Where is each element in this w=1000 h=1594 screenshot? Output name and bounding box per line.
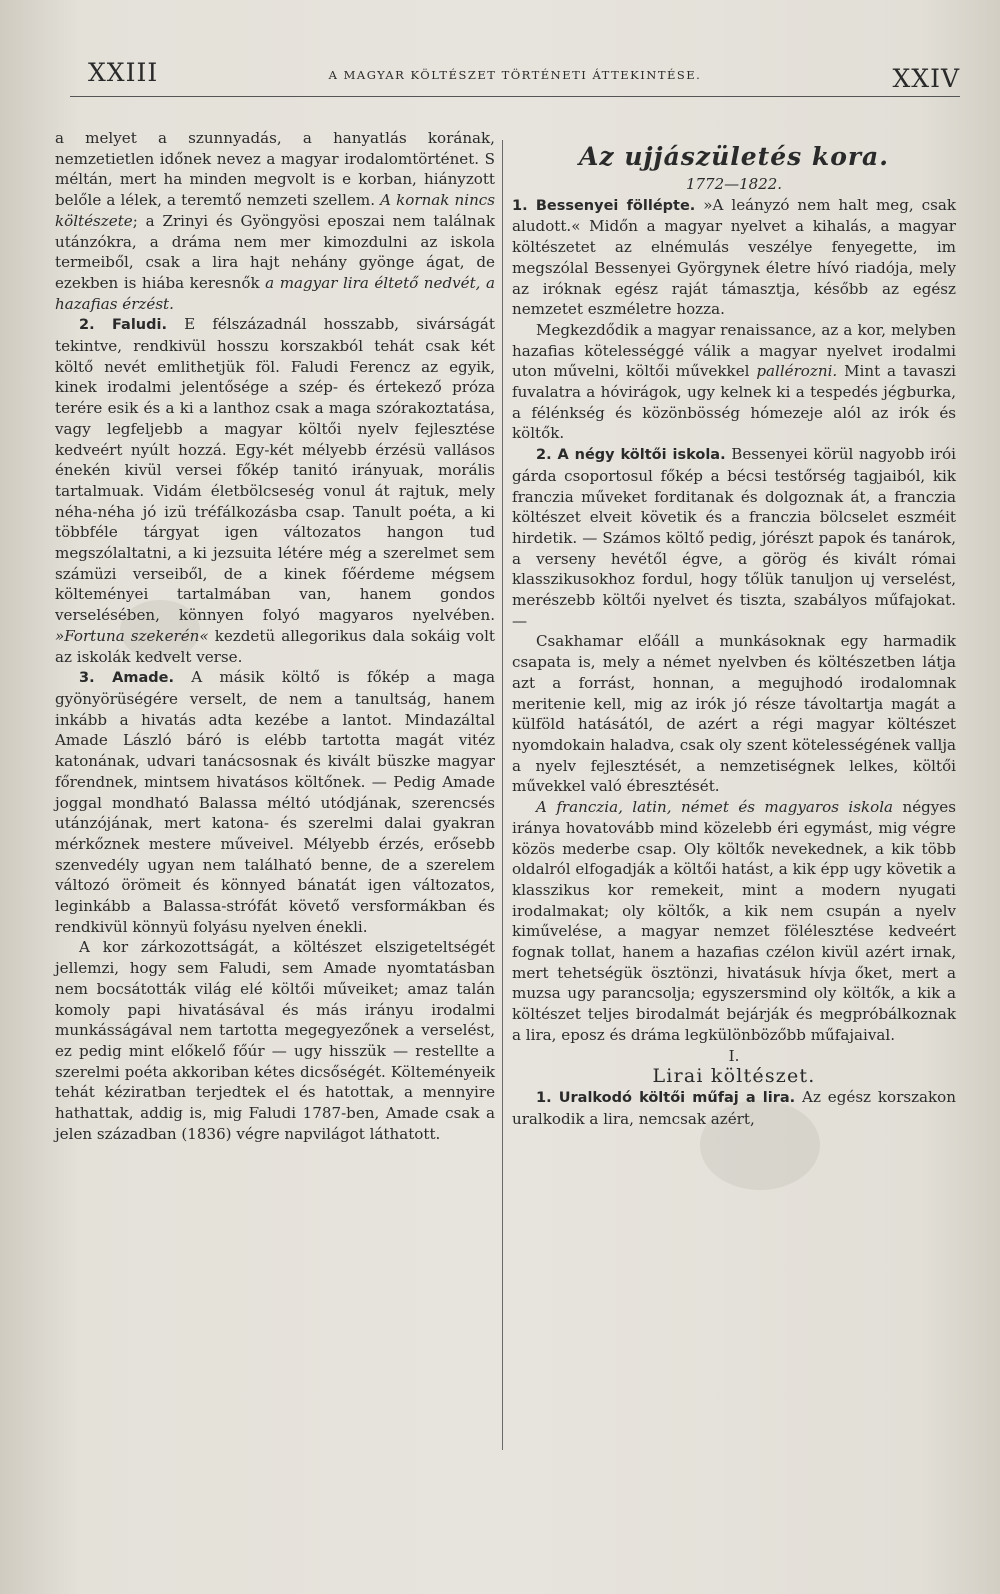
section-number: 2. bbox=[79, 317, 112, 334]
section-lira: 1. Uralkodó költői műfaj a lira. Az egész korszakon uralkodik a lira, nemcsak azért, bbox=[512, 1087, 956, 1128]
section-heading: Uralkodó költői műfaj a lira. bbox=[558, 1089, 796, 1106]
column-divider bbox=[502, 140, 503, 1450]
section-heading: Bessenyei föllépte. bbox=[535, 197, 696, 214]
chapter-title: Az ujjászületés kora. bbox=[579, 142, 889, 171]
section-number: 2. bbox=[536, 447, 558, 464]
section-heading: Faludi. bbox=[112, 317, 167, 334]
section-negy-iskola: 2. A négy költői iskola. Bessenyei körül nagyobb irói gárda csoportosul főkép a bécsi testőrség tagjaiból, kik franczia műveket forditanak és dolgoznak át, a franczia költészet elveit követik és a franczia bölcselet eszméit hirdetik. — Számos költő pedig, jórészt papok és tanárok, a verseny hevétől égve, a görög és kivált római klasszikusokhoz fordul, hogy tőlük tanuljon uj verselést, merészebb költői nyelvet és tiszta, szabályos műfajokat. — bbox=[512, 445, 956, 630]
right-column bbox=[512, 140, 956, 1129]
section-faludi: 2. Faludi. E félszázadnál hosszabb, sivárságát tekintve, rendkivül hosszu korszakból tehát csak két költő nevét emlithetjük föl. Faludi Ferencz az egyik, kinek irodalmi jelentősége a szép- és értekező próza terére esik és a ki a lanthoz csak a maga szórakoztatása, vagy legfeljebb a magyar költői nyelv fejlesztése kedveért nyúlt hozzá. Egy-két mélyebb érzésü vallásos énekén kivül versei főkép tanitó irányuak, morális tartalmuak. Vidám életbölcseség vonul át rajtuk, mely néha-néha jó izü tréfálkozásba csap. Tanult poéta, a ki többféle tárgyat igen változatos hangon tud megszólaltatni, a ki jezsuita létére még a szerelmet sem számüzi verseiből, de a kinek főérdeme mégsem költeményei tartalmában van, hanem gondos verselésében, könnyen folyó magyaros nyelvében. »Fortuna szekerén« kezdetü allegorikus dala sokáig volt az iskolák kedvelt verse. bbox=[55, 315, 495, 666]
section-heading: Amade. bbox=[112, 670, 174, 687]
section-bessenyei: 1. Bessenyei föllépte. »A leányzó nem halt meg, csak aludott.« Midőn a magyar nyelvet a kihalás, a magyar költészetet az elnémulás veszélye fenyegette, im megszólal Bessenyei Györgynek életre hívó riadója, mely az iróknak egész raját támasztja, később az egész nemzetet eszméletre hozza. bbox=[512, 195, 956, 319]
page-number-right: XXIV bbox=[892, 64, 960, 93]
paragraph: A kor zárkozottságát, a költészet elszigeteltségét jellemzi, hogy sem Faludi, sem Amade nyomtatásban nem bocsátották világ elé költői műveiket; amaz talán komoly papi hivatásával és más irányu irodalmi munkásságával nem tartotta megegyezőnek a verselést, ez pedig mint előkelő főúr — ugy hisszük — restellte a szerelmi poéta akkoriban kétes dicsőségét. Költeményeik tehát kéziratban terjedtek el és hatottak, a mennyire hathattak, addig is, mig Faludi 1787-ben, Amade csak a jelen században (1836) végre napvilágot láthatott. bbox=[55, 938, 495, 1143]
part-number: I. bbox=[728, 1046, 740, 1065]
section-heading: A négy költői iskola. bbox=[557, 447, 726, 464]
paper-stain bbox=[700, 1100, 820, 1190]
section-number: 1. bbox=[536, 1089, 559, 1106]
chapter-dates: 1772—1822. bbox=[685, 175, 783, 193]
paragraph: a melyet a szunnyadás, a hanyatlás korának, nemzetietlen időnek nevez a magyar irodalomtörténet. S méltán, mert ha minden megvolt is e korban, hiányzott belőle a lélek, a teremtő nemzeti szellem. A kornak nincs költészete; a Zrinyi és Gyöngyösi eposzai nem találnak utánzókra, a dráma nem mer kimozdulni az iskola termeiből, csak a lira hajt nehány gyönge ágat, de ezekben is hiába keresnők a magyar lira éltető nedvét, a hazafias érzést. bbox=[55, 129, 496, 313]
section-amade: 3. Amade. A másik költő is főkép a maga gyönyörüségére verselt, de nem a tanultság, hanem inkább a hivatás adta kezébe a lantot. Mindazáltal Amade László báró is elébb tartotta magát vitéz katonának, udvari tanácsosnak és kivált büszke magyar főrendnek, mintsem hivatásos költőnek. — Pedig Amade joggal mondható Balassa méltó utódjának, szerencsés utánzójának, mert katona- és szerelmi dalai gyakran mérkőznek mestere műveivel. Mélyebb érzés, erősebb szenvedély ugyan nem található benne, de a szerelem változó örömeit és könnyed bánatát igen változatos, leginkább a Balassa-strófát követő versformákban és rendkivül könnyü folyásu nyelven énekli. bbox=[55, 668, 495, 936]
part-title: Lirai költészet. bbox=[652, 1065, 816, 1088]
page-number-left: XXIII bbox=[88, 58, 159, 87]
paragraph: Csakhamar előáll a munkásoknak egy harmadik csapata is, mely a német nyelvben és költészetben látja azt a forrást, honnan, a megujhodó irodalomnak meritenie kell, mig az irók jó része távoltartja magát a külföld hatásától, de azért a régi magyar költészet nyomdokain haladva, csak oly szent kötelességének vallja a nyelv fejlesztését, a nemzetiségnek lelkes, költői művekkel való ébresztését. bbox=[512, 632, 956, 796]
section-number: 3. bbox=[79, 670, 113, 687]
paragraph: A franczia, latin, német és magyaros iskola négyes iránya hovatovább mind közelebb éri egymást, mig végre közös mederbe csap. Oly költők nevekednek, a kik több oldalról elfogadják a költői hatást, a kik épp ugy követik a klasszikus kor remekeit, mint a modern nyugati irodalmakat; oly költők, a kik nem csupán a nyelv kiművelése, a magyar nemzet fölélesztése kedveért fognak tollat, hanem a hazafias czélon kivül azért irnak, mert tehetségük ösztönzi, hivatásuk hívja őket, mert a muzsa ugy parancsolja; egyszersmind oly költők, a kik a költészet teljes birodalmát bejárják és megpróbálkoznak a lira, eposz és dráma legkülönbözőbb műfajaival. bbox=[512, 798, 956, 1044]
paper-stain bbox=[120, 600, 200, 660]
section-number: 1. bbox=[512, 197, 536, 214]
page-header bbox=[70, 52, 960, 97]
running-title: A MAGYAR KÖLTÉSZET TÖRTÉNETI ÁTTEKINTÉSE. bbox=[328, 68, 702, 82]
paragraph: Megkezdődik a magyar renaissance, az a kor, melyben hazafias kötelességgé válik a magyar nyelvet irodalmi uton művelni, költői művekkel pallérozni. Mint a tavaszi fuvalatra a hóvirágok, ugy kelnek ki a tespedés jégburka, a félénkség és közönbösség hómezeje alól az irók és költők. bbox=[512, 320, 957, 443]
